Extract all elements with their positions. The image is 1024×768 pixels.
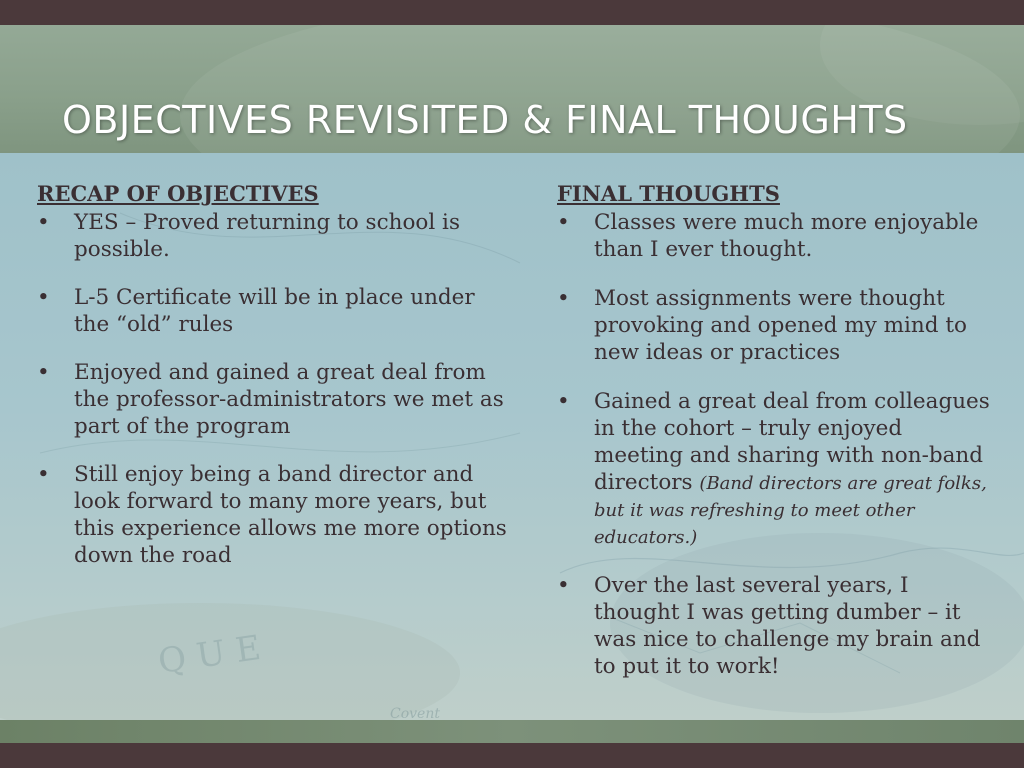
objective-item: • Enjoyed and gained a great deal from the professor-administrators we met as part of the program xyxy=(37,359,507,440)
bottom-border xyxy=(0,743,1024,768)
map-label-covent: Covent xyxy=(390,706,440,720)
thought-item xyxy=(557,388,997,550)
final-thoughts-list xyxy=(557,209,997,680)
slide-title: OBJECTIVES REVISITED & FINAL THOUGHTS xyxy=(62,98,908,142)
objective-item: • YES – Proved returning to school is possible. xyxy=(37,209,507,263)
thought-item-note: (Band directors are great folks, but it was refreshing to meet other educators.) xyxy=(594,473,987,548)
final-thoughts-heading: FINAL THOUGHTS xyxy=(557,181,780,206)
objective-item: • Still enjoy being a band director and look forward to many more years, but this experience allows me more options down the road xyxy=(37,461,507,569)
final-thoughts-column xyxy=(557,181,997,702)
recap-objectives-list xyxy=(37,209,507,569)
thought-item: • Most assignments were thought provoking and opened my mind to new ideas or practices xyxy=(557,285,997,366)
thought-item: • Classes were much more enjoyable than I ever thought. xyxy=(557,209,997,263)
recap-objectives-heading: RECAP OF OBJECTIVES xyxy=(37,181,319,206)
top-border xyxy=(0,0,1024,25)
thought-item: • Over the last several years, I thought I was getting dumber – it was nice to challenge my brain and to put it to work! xyxy=(557,572,997,680)
thought-item-text: Gained a great deal from colleagues in the cohort – truly enjoyed meeting and sharing with non-band directors xyxy=(594,389,990,495)
objective-item: • L-5 Certificate will be in place under the “old” rules xyxy=(37,284,507,338)
map-label-que: Q U E xyxy=(155,627,264,682)
bottom-accent-strip xyxy=(0,720,1024,743)
recap-objectives-column xyxy=(37,181,507,590)
